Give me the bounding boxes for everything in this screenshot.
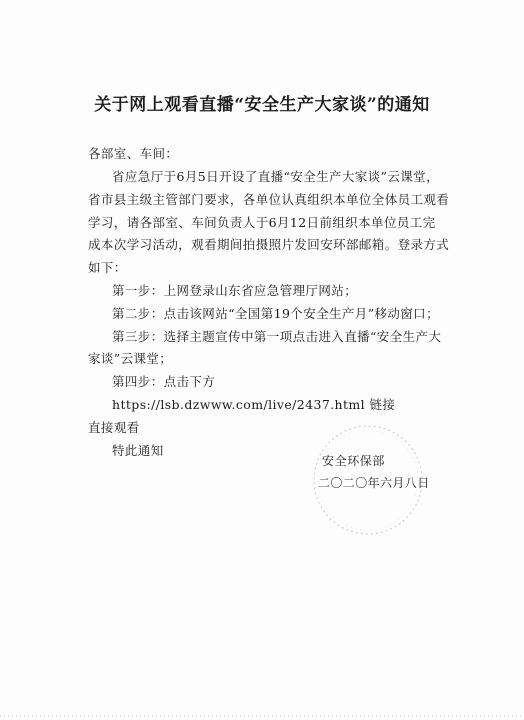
paragraph-line: 学习，请各部室、车间负责人于6月12日前组织本单位员工完 (88, 214, 436, 230)
step-2: 第二步：点击该网站“全国第19个安全生产月”移动窗口； (112, 305, 439, 321)
document-body (88, 166, 468, 462)
step-4: 第四步：点击下方 https://lsb.dzwww.com/live/2437.html 链接 (112, 374, 396, 412)
signature-date: 二〇二〇年六月八日 (318, 476, 430, 490)
closing-remark: 特此通知 (112, 442, 164, 458)
paragraph-line: 省市县主级主管部门要求，各单位认真组织本单位全体员工观看 (88, 191, 450, 207)
paragraph-line: 成本次学习活动，观看期间拍摄照片发回安环部邮箱。登录方式 (88, 237, 450, 253)
signature-department: 安全环保部 (322, 454, 386, 468)
step-1: 第一步：上网登录山东省应急管理厅网站； (112, 282, 358, 298)
step-3-continued: 家谈”云课堂； (88, 351, 173, 367)
step-4-continued: 直接观看 (88, 419, 140, 435)
document-title: 关于网上观看直播“安全生产大家谈”的通知 (94, 95, 430, 115)
paragraph-line: 如下： (88, 260, 127, 276)
scan-edge-divider (0, 714, 524, 718)
salutation: 各部室、车间： (88, 146, 179, 161)
step-3: 第三步：选择主题宣传中第一项点击进入直播“安全生产大 (112, 328, 442, 344)
paragraph-line: 省应急厅于6月5日开设了直播“安全生产大家谈”云课堂， (112, 169, 439, 184)
